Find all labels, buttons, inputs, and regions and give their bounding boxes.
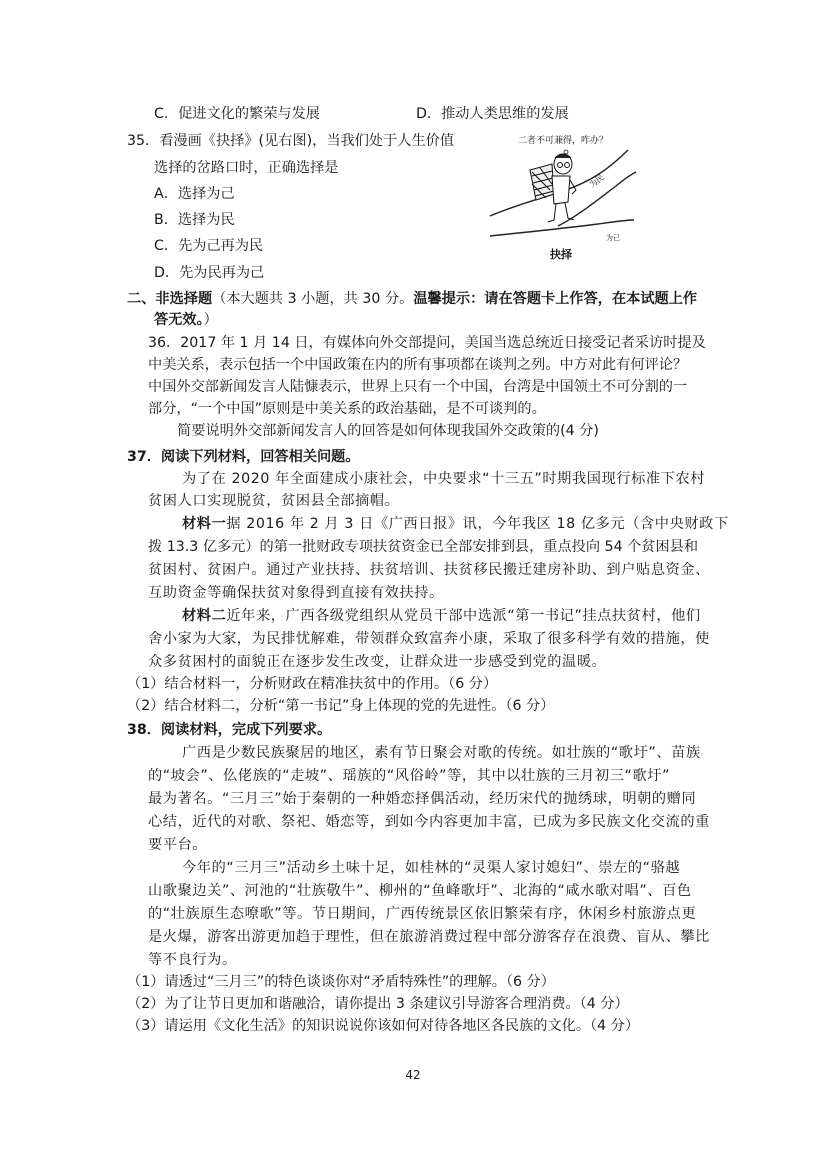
q37-material-1-label: 材料一 [182,516,227,532]
q37-question-1: （1）结合材料一，分析财政在精准扶贫中的作用。（6 分） [127,676,498,692]
choice-cartoon [488,128,638,264]
q37-intro-1: 为了在 2020 年全面建成小康社会，中央要求“十三五”时期我国现行标准下农村 [182,471,706,487]
section2-heading-cont [154,310,218,330]
q36-line-3: 中国外交部新闻发言人陆慷表示，世界上只有一个中国，台湾是中国领土不可分割的一 [148,379,688,395]
q35-option-a: A．选择为己 [154,186,235,202]
q37-question-2: （2）结合材料二，分析“第一书记”身上体现的党的先进性。（6 分） [127,698,555,714]
q38-para-2-line-2: 山歌聚边关”、河池的“壮族敬牛”、柳州的“鱼峰歌圩”、北海的“咸水歌对唱”、百色 [148,883,692,899]
q34-option-c: C．促进文化的繁荣与发展 [154,106,320,122]
section2-heading-title: 二、非选择题 [127,291,213,307]
q38-para-1-line-1: 广西是少数民族聚居的地区，素有节日聚会对歌的传统。如壮族的“歌圩”、苗族 [182,745,701,761]
q37-title: 37．阅读下列材料，回答相关问题。 [127,449,360,465]
q37-material-2-text: 近年来，广西各级党组织从党员干部中选派“第一书记”挂点扶贫村，他们 [226,608,701,624]
q38-para-1-line-4: 心结，近代的对歌、祭祀、婚恋等，到如今内容更加丰富，已成为多民族文化交流的重 [148,814,710,830]
cartoon-road-upper-label: 为民 [587,172,606,190]
q35-option-c: C．先为己再为民 [154,238,264,254]
q37-material-1-line-2: 拨 13.3 亿多元）的第一批财政专项扶贫资金已全部安排到县，重点投向 54 个贫困县和 [148,539,699,555]
q38-para-2-line-4: 是火爆，游客出游更加趋于理性，但在旅游消费过程中部分游客存在浪费、盲从、攀比 [148,929,710,945]
q34-option-d: D．推动人类思维的发展 [416,106,569,122]
cartoon-road-lower-label: 为己 [606,234,620,242]
section2-heading-info: （本大题共 3 小题，共 30 分。 [212,291,414,307]
q37-material-2 [182,606,701,626]
section2-heading-end: ） [203,312,218,328]
q35-option-d: D．先为民再为己 [154,265,265,281]
q38-question-2: （2）为了让节日更加和谐融洽，请你提出 3 条建议引导游客合理消费。（4 分） [127,996,629,1012]
q37-intro-2: 贫困人口实现脱贫，贫困县全部摘帽。 [148,493,400,509]
q35-stem: 35．看漫画《抉择》(见右图)，当我们处于人生价值 [127,133,455,149]
q37-material-1-text: 据 2016 年 2 月 3 日《广西日报》讯，今年我区 18 亿多元（含中央财政下 [226,516,729,532]
q36-line-4: 部分，“一个中国”原则是中美关系的政治基础，是不可谈判的。 [148,401,546,417]
q37-material-1-line-4: 互助资金等确保扶贫对象得到直接有效扶持。 [148,585,444,601]
q37-material-1 [182,514,729,534]
q35-option-b: B．选择为民 [154,212,235,228]
q36-line-2: 中美关系，表示包括一个中国政策在内的所有事项都在谈判之列。中方对此有何评论？ [148,357,688,373]
page-number: 42 [405,1068,421,1082]
q38-para-2-line-5: 等不良行为。 [148,952,237,968]
q38-title: 38．阅读材料，完成下列要求。 [127,722,332,738]
q38-para-1-line-5: 要平台。 [148,837,208,853]
q36-question: 简要说明外交部新闻发言人的回答是如何体现我国外交政策的(4 分) [177,423,599,439]
section2-heading [127,289,697,309]
cartoon-figure [530,154,576,222]
q36-line-1: 36．2017 年 1 月 14 日，有媒体向外交部提问，美国当选总统近日接受记者采访时提及 [148,335,706,351]
q37-material-2-line-3: 众多贫困村的面貌正在逐步发生改变，让群众进一步感受到党的温暖。 [148,654,607,670]
cartoon-caption: 抉择 [550,248,572,261]
cartoon-speech-text: 二者不可兼得，咋办？ [518,136,609,146]
q38-question-1: （1）请透过“三月三”的特色谈谈你对“矛盾特殊性”的理解。（6 分） [127,974,555,990]
q37-material-2-line-2: 舍小家为大家，为民排忧解难，带领群众致富奔小康，采取了很多科学有效的措施，使 [148,631,710,647]
q38-para-2-line-3: 的“壮族原生态嘹歌”等。节日期间，广西传统景区依旧繁荣有序，休闲乡村旅游点更 [148,906,697,922]
q38-question-3: （3）请运用《文化生活》的知识说说你该如何对待各地区各民族的文化。（4 分） [127,1018,640,1034]
q37-material-2-label: 材料二 [182,608,227,624]
q38-para-1-line-3: 最为著名。“三月三”始于秦朝的一种婚恋择偶活动，经历宋代的抛绣球，明朝的赠同 [148,791,697,807]
q37-material-1-line-3: 贫困村、贫困户。通过产业扶持、扶贫培训、扶贫移民搬迁建房补助、到户贴息资金、 [148,562,710,578]
q38-para-1-line-2: 的“坡会”、仫佬族的“走坡”、瑶族的“风俗岭”等，其中以壮族的三月初三“歌圩” [148,768,671,784]
q38-para-2-line-1: 今年的“三月三”活动乡土味十足，如桂林的“灵渠人家讨媳妇”、崇左的“骆越 [182,860,681,876]
q35-stem-cont: 选择的岔路口时，正确选择是 [154,160,339,176]
section2-heading-tip: 温馨提示：请在答题卡上作答，在本试题上作 [413,291,698,307]
section2-heading-tip-cont: 答无效。 [154,312,204,328]
